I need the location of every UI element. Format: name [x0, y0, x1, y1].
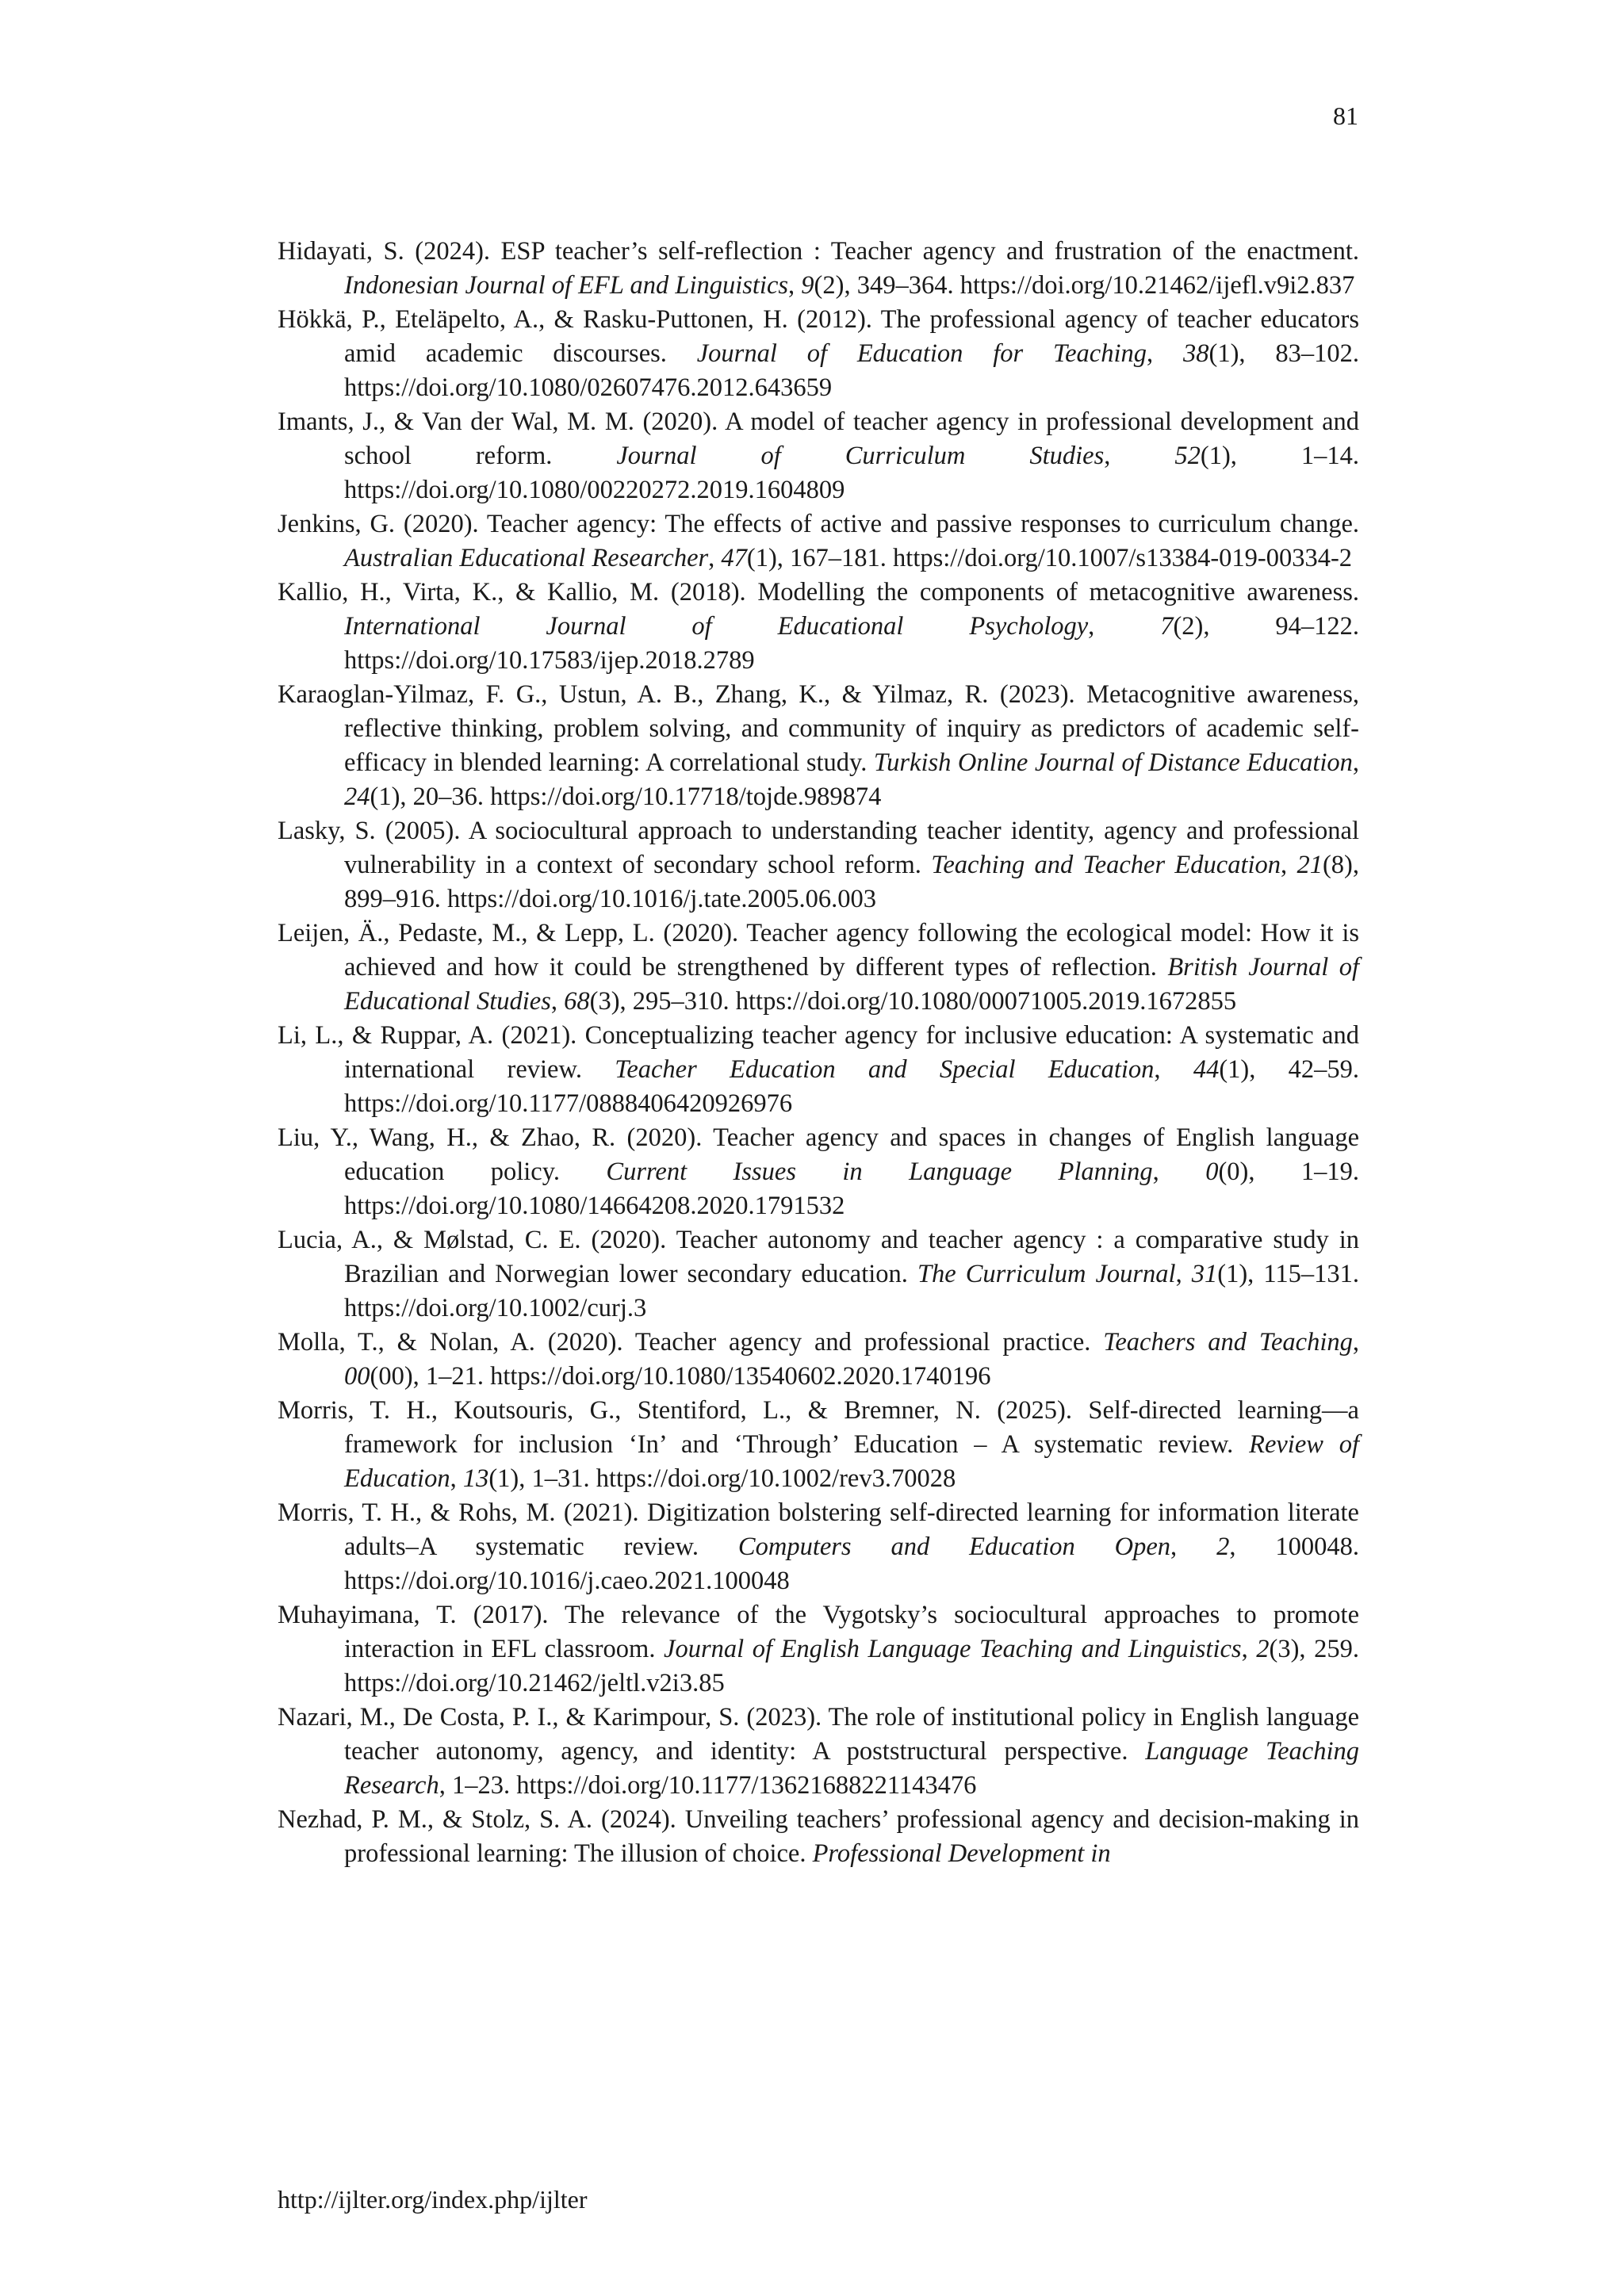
reference-source: Current Issues in Language Planning — [606, 1158, 1153, 1186]
reference-text: Hökkä, P., Eteläpelto, A., & Rasku-Puttonen, H. (2012). The professional agency of teacher educators amid academic discourses. — [278, 305, 1359, 368]
reference-separator: , — [1152, 1158, 1206, 1186]
reference-source: The Curriculum Journal — [917, 1260, 1176, 1288]
reference-volume: 2 — [1256, 1635, 1270, 1663]
reference-separator: , — [1088, 612, 1161, 641]
reference-entry — [278, 507, 1359, 576]
reference-text: Karaoglan-Yilmaz, F. G., Ustun, A. B., Zhang, K., & Yilmaz, R. (2023). Metacognitive awareness, reflective thinking, problem solving, and community of inquiry as predictors of academic self-efficacy in blended learning: A correlational study. — [278, 680, 1359, 777]
reference-text: Leijen, Ä., Pedaste, M., & Lepp, L. (2020). Teacher agency following the ecological model: How it is achieved and how it could be strengthened by different types of reflection. — [278, 919, 1359, 982]
reference-entry — [278, 576, 1359, 678]
reference-entry — [278, 1496, 1359, 1598]
reference-source: Teachers and Teaching — [1103, 1328, 1353, 1357]
reference-separator: , — [1352, 1328, 1359, 1357]
reference-source: British Journal of Educational Studies — [344, 953, 1360, 1016]
reference-details: (00), 1–21. https://doi.org/10.1080/13540602.2020.1740196 — [370, 1362, 991, 1391]
reference-details: (1), 42–59. https://doi.org/10.1177/0888406420926976 — [344, 1055, 1359, 1118]
reference-details: (1), 1–31. https://doi.org/10.1002/rev3.70028 — [488, 1464, 956, 1493]
reference-source: Turkish Online Journal of Distance Education — [873, 748, 1353, 777]
reference-details: (1), 167–181. https://doi.org/10.1007/s13384-019-00334-2 — [746, 544, 1353, 572]
reference-separator: , — [708, 544, 722, 572]
reference-details: (1), 20–36. https://doi.org/10.17718/tojde.989874 — [370, 783, 882, 811]
reference-source: Australian Educational Researcher — [344, 544, 709, 572]
reference-text: Lasky, S. (2005). A sociocultural approach to understanding teacher identity, agency and professional vulnerability in a context of secondary school reform. — [278, 817, 1359, 879]
reference-text: Nazari, M., De Costa, P. I., & Karimpour, S. (2023). The role of institutional policy in English language teacher autonomy, agency, and identity: A poststructural perspective. — [278, 1703, 1359, 1766]
reference-volume: 00 — [344, 1362, 370, 1391]
reference-source: Journal of English Language Teaching and Linguistics — [664, 1635, 1242, 1663]
reference-entry — [278, 1019, 1359, 1121]
reference-text: Muhayimana, T. (2017). The relevance of the Vygotsky’s sociocultural approaches to promote interaction in EFL classroom. — [278, 1601, 1359, 1663]
reference-separator: , — [1154, 1055, 1193, 1084]
reference-source: Review of Education — [344, 1430, 1359, 1493]
reference-source: Journal of Curriculum Studies — [616, 442, 1105, 470]
reference-details: (1), 83–102. https://doi.org/10.1080/02607476.2012.643659 — [344, 339, 1359, 402]
reference-text: Molla, T., & Nolan, A. (2020). Teacher agency and professional practice. — [278, 1328, 1104, 1357]
reference-source: Journal of Education for Teaching — [696, 339, 1147, 368]
reference-source: Computers and Education Open — [737, 1533, 1171, 1561]
reference-separator: , — [1281, 851, 1297, 879]
reference-separator: , — [788, 271, 802, 300]
reference-separator: , — [550, 987, 565, 1016]
reference-volume: 7 — [1160, 612, 1174, 641]
reference-entry — [278, 303, 1359, 405]
reference-details: (3), 295–310. https://doi.org/10.1080/00071005.2019.1672855 — [589, 987, 1237, 1016]
reference-source: International Journal of Educational Psychology — [344, 612, 1089, 641]
reference-entry — [278, 1803, 1359, 1871]
reference-text: Imants, J., & Van der Wal, M. M. (2020). A model of teacher agency in professional development and school reform. — [278, 408, 1359, 470]
reference-text: Liu, Y., Wang, H., & Zhao, R. (2020). Teacher agency and spaces in changes of English language education policy. — [278, 1123, 1359, 1186]
reference-text: Kallio, H., Virta, K., & Kallio, M. (2018). Modelling the components of metacognitive awareness. — [278, 578, 1359, 607]
reference-source: Teaching and Teacher Education — [931, 851, 1281, 879]
reference-details: , 100048. https://doi.org/10.1016/j.caeo.2021.100048 — [344, 1533, 1360, 1595]
reference-entry — [278, 235, 1359, 303]
reference-separator: , — [439, 1771, 452, 1800]
reference-text: Jenkins, G. (2020). Teacher agency: The effects of active and passive responses to curriculum change. — [278, 510, 1359, 538]
reference-separator: , — [1241, 1635, 1257, 1663]
reference-source: Language Teaching Research — [344, 1737, 1359, 1800]
reference-source: Professional Development in — [812, 1839, 1111, 1868]
reference-details: (2), 94–122. https://doi.org/10.17583/ijep.2018.2789 — [344, 612, 1359, 675]
reference-separator: , — [1147, 339, 1183, 368]
reference-volume: 21 — [1297, 851, 1323, 879]
reference-source: Teacher Education and Special Education — [615, 1055, 1155, 1084]
page-number: 81 — [1333, 101, 1358, 130]
reference-volume: 47 — [721, 544, 747, 572]
reference-volume: 0 — [1205, 1158, 1219, 1186]
reference-text: Morris, T. H., Koutsouris, G., Stentiford, L., & Bremner, N. (2025). Self-directed learning—a framework for inclusion ‘In’ and ‘Through’ Education – A systematic review. — [278, 1396, 1359, 1459]
reference-details: (3), 259. https://doi.org/10.21462/jeltl.v2i3.85 — [344, 1635, 1359, 1697]
reference-details: (8), 899–916. https://doi.org/10.1016/j.tate.2005.06.003 — [344, 851, 1360, 913]
reference-source: Indonesian Journal of EFL and Linguistics — [344, 271, 789, 300]
reference-entry — [278, 678, 1359, 814]
reference-text: Nezhad, P. M., & Stolz, S. A. (2024). Unveiling teachers’ professional agency and decision-making in professional learning: The illusion of choice. — [278, 1805, 1359, 1868]
reference-volume: 52 — [1174, 442, 1201, 470]
reference-details: (1), 1–14. https://doi.org/10.1080/00220272.2019.1604809 — [344, 442, 1360, 504]
reference-volume: 2 — [1216, 1533, 1230, 1561]
reference-separator: , — [1170, 1533, 1217, 1561]
reference-details: 1–23. https://doi.org/10.1177/13621688221143476 — [451, 1771, 977, 1800]
reference-volume: 31 — [1191, 1260, 1218, 1288]
reference-details: (0), 1–19. https://doi.org/10.1080/14664208.2020.1791532 — [344, 1158, 1360, 1220]
reference-volume: 24 — [344, 783, 370, 811]
reference-text: Lucia, A., & Mølstad, C. E. (2020). Teacher autonomy and teacher agency : a comparative study in Brazilian and Norwegian lower secondary education. — [278, 1226, 1359, 1288]
reference-entry — [278, 814, 1359, 916]
reference-details: (2), 349–364. https://doi.org/10.21462/ijefl.v9i2.837 — [814, 271, 1355, 300]
reference-entry — [278, 916, 1359, 1019]
reference-text: Hidayati, S. (2024). ESP teacher’s self-reflection : Teacher agency and frustration of the enactment. — [278, 237, 1359, 266]
reference-entry — [278, 1394, 1359, 1496]
reference-entry — [278, 1701, 1359, 1803]
reference-text: Li, L., & Ruppar, A. (2021). Conceptualizing teacher agency for inclusive education: A systematic and international review. — [278, 1021, 1359, 1084]
reference-entry — [278, 1598, 1359, 1701]
reference-entry — [278, 1326, 1359, 1394]
reference-separator: , — [1104, 442, 1175, 470]
reference-separator: , — [450, 1464, 463, 1493]
reference-volume: 9 — [801, 271, 814, 300]
reference-entry — [278, 1223, 1359, 1326]
reference-separator: , — [1352, 748, 1360, 777]
footer-url: http://ijlter.org/index.php/ijlter — [278, 2185, 588, 2214]
reference-details: (1), 115–131. https://doi.org/10.1002/curj.3 — [344, 1260, 1360, 1322]
reference-volume: 68 — [564, 987, 590, 1016]
reference-volume: 38 — [1183, 339, 1209, 368]
reference-entry — [278, 1121, 1359, 1223]
reference-text: Morris, T. H., & Rohs, M. (2021). Digitization bolstering self-directed learning for information literate adults–A systematic review. — [278, 1498, 1359, 1561]
reference-separator: , — [1175, 1260, 1192, 1288]
reference-entry — [278, 405, 1359, 507]
reference-list — [278, 235, 1359, 1871]
reference-volume: 13 — [462, 1464, 489, 1493]
reference-volume: 44 — [1193, 1055, 1220, 1084]
